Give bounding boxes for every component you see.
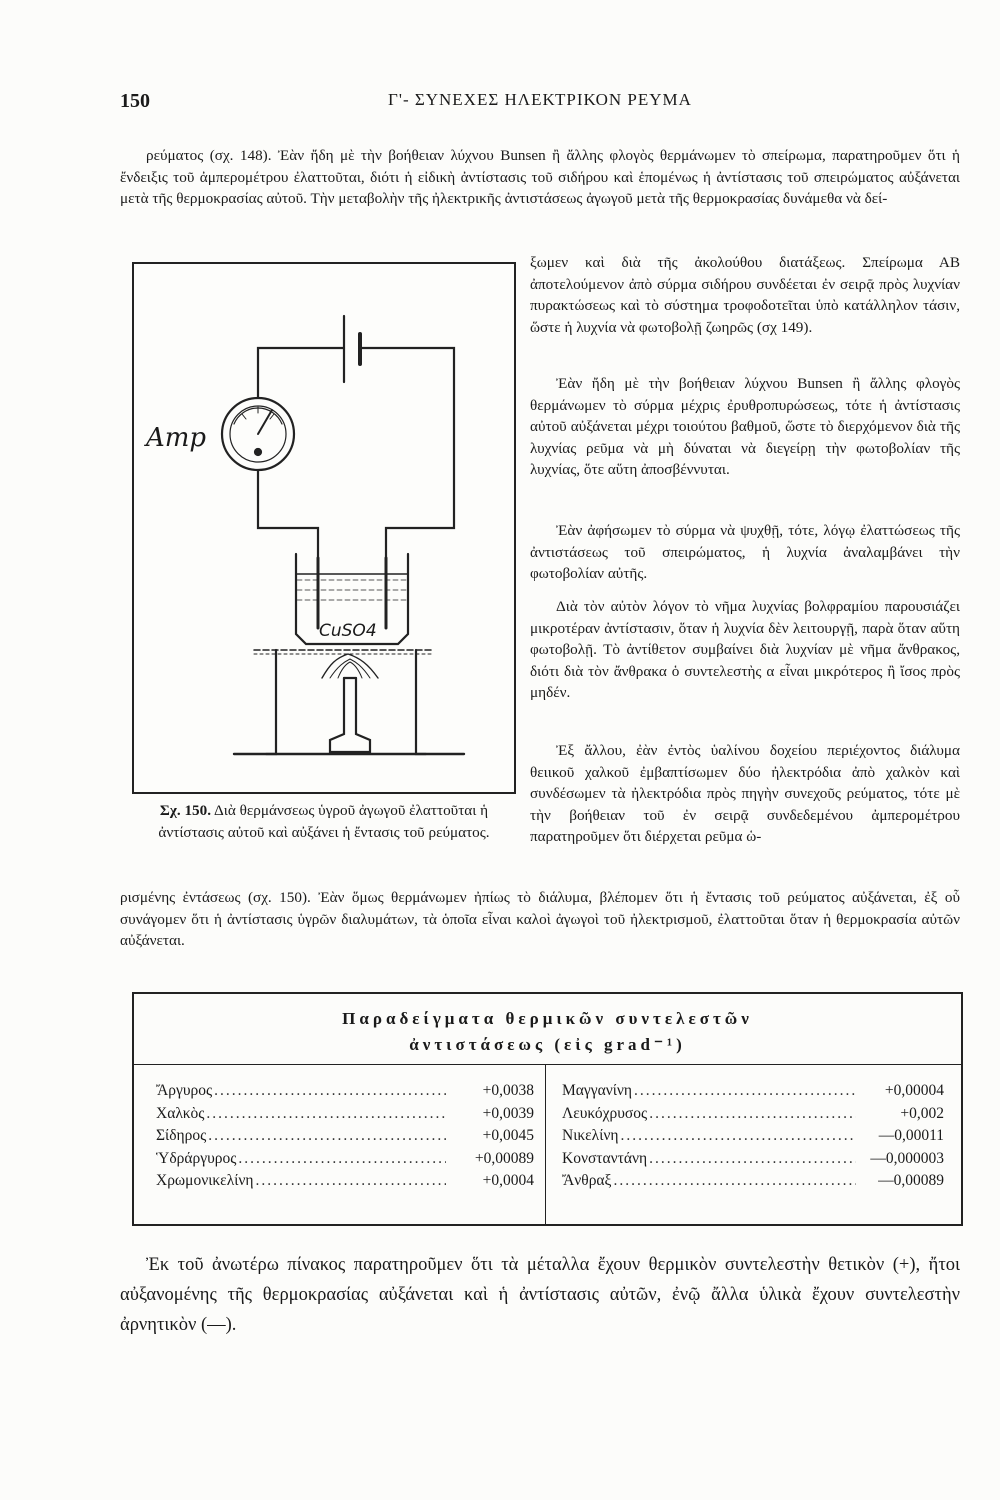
bunsen-burner — [330, 678, 370, 752]
table-rule — [134, 1064, 961, 1065]
coefficient-value: +0,0038 — [482, 1082, 534, 1099]
paragraph-final: Ἐκ τοῦ ἀνωτέρω πίνακος παρατηροῦμεν ὅτι τὰ μέταλλα ἔχουν θερμικὸν συντελεστὴν θετικὸν (+), ἤτοι αὐξανομένης τῆς θερμοκρασίας αὐξάνεται καὶ ἡ ἀντίστασις αὐτῶν, ἐνῷ ἄλλα ὑλικὰ ἔχουν συντελεστὴν ἀρνητικὸν (—). — [120, 1255, 960, 1335]
table-row — [562, 1172, 944, 1195]
paragraph-right-4: Διὰ τὸν αὐτὸν λόγον τὸ νῆμα λυχνίας βολφραμίου παρουσιάζει μικροτέραν ἀντίστασιν, ὅταν ἡ λυχνία δὲν λειτουργῇ, παρὰ ὅταν αὕτη φωτοβολῇ. Τὸ ἀντίθετον συμβαίνει διὰ λυχνίαν μὲ νῆμα ἄνθρακος, διότι διὰ τὸν ἄνθρακα ὁ συντελεστὴς α εἶναι μικρότερος ἢ ἴσος πρὸς μηδέν. — [530, 598, 960, 702]
material-name: Νικελίνη — [562, 1127, 619, 1145]
coefficient-value: +0,00089 — [474, 1149, 534, 1167]
wire-left — [258, 464, 318, 558]
table-row — [156, 1172, 534, 1195]
table-row — [156, 1127, 534, 1150]
table-row — [156, 1082, 534, 1105]
coefficient-value: —0,000003 — [870, 1149, 944, 1167]
table-right-column — [562, 1082, 944, 1195]
paragraph-right-3: Ἐὰν ἀφήσωμεν τὸ σύρμα νὰ ψυχθῇ, τότε, λόγῳ ἐλαττώσεως τῆς ἀντιστάσεως τοῦ σπειρώματος, ἡ λυχνία ἀναλαμβάνει τὴν φωτοβολίαν αὐτῆς. — [530, 522, 960, 583]
coefficient-value: —0,00089 — [878, 1172, 944, 1190]
coefficient-value: +0,002 — [900, 1104, 944, 1122]
coefficient-value: +0,0004 — [482, 1172, 534, 1190]
tripod-left-leg — [266, 650, 276, 754]
figure-150 — [132, 262, 516, 794]
solution-label: CuSO4 — [319, 621, 377, 641]
tripod-right-leg — [416, 650, 426, 754]
figure-caption — [132, 800, 516, 844]
paragraph-bottom: ρισμένης ἐντάσεως (σχ. 150). Ἐὰν ὅμως θερμάνωμεν ἠπίως τὸ διάλυμα, βλέπομεν ὅτι ἡ ἔντασις τοῦ ρεύματος αὐξάνεται, ἐξ οὗ συνάγομεν ὅτι ἡ ἀντίστασις ὑγρῶν διαλυμάτων, τὰ ὁποῖα εἶναι καλοὶ ἀγωγοὶ τοῦ ἠλεκτρισμοῦ, ἐλαττοῦται ὅταν ἡ θερμοκρασία αὐτῶν αὐξάνεται. — [120, 889, 960, 950]
page-number: 150 — [120, 90, 150, 112]
table-title — [134, 1006, 961, 1058]
table-title-line2: ἀντιστάσεως (εἰς grad⁻¹) — [409, 1035, 686, 1054]
caption-number: Σχ. 150. — [159, 802, 212, 819]
coefficient-value: +0,00004 — [884, 1082, 944, 1099]
paragraph-right-1: ξωμεν καὶ διὰ τῆς ἀκολούθου διατάξεως. Σπείρωμα ΑΒ ἀποτελούμενον ἀπὸ σύρμα σιδήρου συνδέεται ἐν σειρᾷ πρὸς λυχνίαν πυρακτώσεως καὶ τὸ σύστημα τροφοδοτεῖται ὑπὸ κατάλληλον τάσιν, ὥστε ἡ λυχνία νὰ φωτοβολῇ ζωηρῶς (σχ 149). — [530, 254, 960, 336]
material-name: Λευκόχρυσος — [562, 1104, 648, 1122]
running-head: Γ'- ΣΥΝΕΧΕΣ ΗΛΕΚΤΡΙΚΟΝ ΡΕΥΜΑ — [388, 90, 692, 109]
paragraph-right-2: Ἐὰν ἤδη μὲ τὴν βοήθειαν λύχνου Bunsen ἢ ἄλλης φλογὸς θερμάνωμεν τὸ σύρμα μέχρις ἐρυθροπυρώσεως, τότε ἡ ἀντίστασις αὐτοῦ αὐξάνεται μέχρι τοιούτου βαθμοῦ, ὥστε τὸ διερχόμενον διὰ τῆς λυχνίας ρεῦμα νὰ μὴ δύναται νὰ διεγείρῃ τὴν φωτοβολίαν τῆς λυχνίας, ὅτε αὕτη ἀποσβέννυται. — [530, 375, 960, 479]
table-row — [562, 1127, 944, 1150]
table-row — [156, 1150, 534, 1173]
table-row — [156, 1105, 534, 1128]
material-name: Κονσταντάνη — [562, 1149, 648, 1167]
page-header — [120, 90, 960, 116]
coefficient-value: +0,0039 — [482, 1104, 534, 1122]
material-name: Μαγγανίνη — [562, 1082, 633, 1099]
caption-text: Διὰ θερμάνσεως ὑγροῦ ἀγωγοῦ ἐλαττοῦται ἡ ἀντίστασις αὐτοῦ καὶ αὐξάνει ἡ ἔντασις τοῦ ρεύματος. — [158, 802, 490, 841]
table-divider — [545, 1064, 546, 1224]
table-row — [562, 1082, 944, 1105]
table-row — [562, 1150, 944, 1173]
material-name: Ὑδράργυρος — [156, 1149, 237, 1167]
table-title-line1: Παραδείγματα θερμικῶν συντελεστῶν — [342, 1009, 753, 1028]
material-name: Χαλκὸς — [156, 1104, 205, 1122]
coefficient-value: —0,00011 — [878, 1127, 944, 1145]
ammeter-label: Amp — [146, 423, 207, 453]
paragraph-intro: ρεύματος (σχ. 148). Ἐὰν ἤδη μὲ τὴν βοήθειαν λύχνου Bunsen ἢ ἄλλης φλογὸς θερμάνωμεν τὸ σπείρωμα, παρατηροῦμεν ὅτι ἡ ἔνδειξις τοῦ ἀμπερομέτρου ἐλαττοῦται, διότι ἡ εἰδικὴ ἀντίστασις τοῦ σιδήρου καὶ ἑπομένως ἡ ἀντίστασις τοῦ σπειρώματος αὐξάνεται μετὰ τῆς θερμοκρασίας αὐτοῦ. Τὴν μεταβολὴν τῆς ἠλεκτρικῆς ἀντιστάσεως ἀγωγοῦ μετὰ τῆς θερμοκρασίας δυνάμεθα νὰ δεί- — [120, 147, 960, 208]
material-name: Ἄργυρος — [156, 1082, 213, 1099]
coefficient-value: +0,0045 — [482, 1127, 534, 1145]
table-left-column — [156, 1082, 534, 1195]
material-name: Χρωμονικελίνη — [156, 1172, 254, 1190]
material-name: Σίδηρος — [156, 1127, 207, 1145]
material-name: Ἄνθραξ — [562, 1172, 612, 1190]
table-row — [562, 1105, 944, 1128]
wire-top-left — [258, 348, 344, 402]
wire-right — [360, 348, 454, 558]
paragraph-right-5: Ἐξ ἄλλου, ἐὰν ἐντὸς ὑαλίνου δοχείου περιέχοντος διάλυμα θειικοῦ χαλκοῦ ἐμβαπτίσωμεν δύο ἠλεκτρόδια ἀπὸ χαλκὸν καὶ συνδέσωμεν τὰ ἠλεκτρόδια πρὸς πηγὴν συνεχοῦς ρεύματος, τότε μὲ τὴν βοήθειαν τοῦ ἐν σειρᾷ συνδεδεμένου ἀμπερομέτρου παρατηροῦμεν ὅτι διέρχεται ρεῦμα ὡ- — [530, 742, 960, 846]
flame — [322, 654, 378, 678]
coefficients-table — [132, 992, 963, 1226]
circuit-diagram — [134, 264, 514, 792]
